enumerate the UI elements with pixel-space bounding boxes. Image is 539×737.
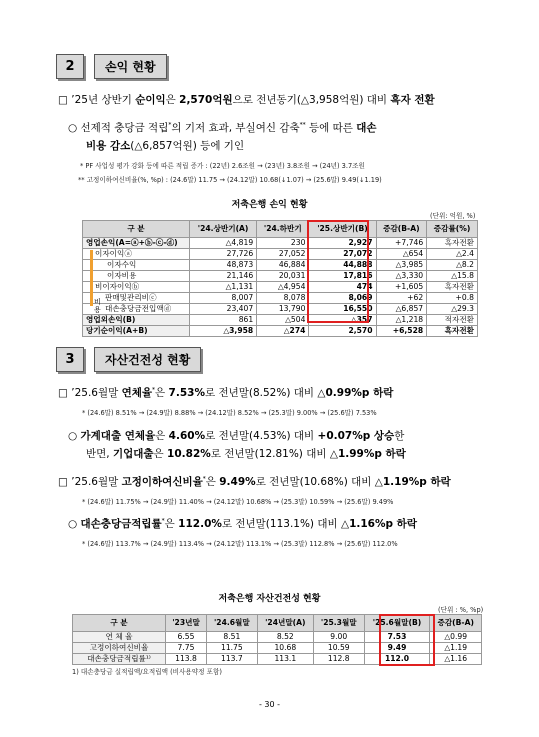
sec3-bullet-2-line1: ○ 가계대출 연체율은 4.60%로 전년말(4.53%) 대비 +0.07%p 상승한 <box>68 430 405 442</box>
table-row: 당기순이익(A+B) △3,958 △274 2,570 +6,528 흑자전환 <box>83 326 478 337</box>
sec3-note-1: * (24.6말) 8.51% → (24.9말) 8.88% → (24.12말) 8.52% → (25.3말) 9.00% → (25.6말) 7.53% <box>82 409 377 417</box>
table2-unit: (단위 : %, %p) <box>438 606 484 614</box>
table1-title: 저축은행 손익 현황 <box>231 200 308 210</box>
table-row: 이자비용 21,146 20,031 17,816 △3,330 △15.8 <box>83 271 478 282</box>
sec2-note-1: * PF 사업성 평가 강화 등에 따른 적립 증가 : (22년) 2.6조원 → (23년) 3.8조원 → (24년) 3.7조원 <box>80 162 365 170</box>
sec3-note-3: * (24.6말) 113.7% → (24.9말) 113.4% → (24.12말) 113.1% → (25.3말) 112.8% → (25.6말) 112.0% <box>82 540 398 548</box>
table-row: 영업손익(A=ⓐ+ⓑ-ⓒ-ⓓ) △4,819 230 2,927 +7,746 흑자전환 <box>83 238 478 249</box>
table2-title: 저축은행 자산건전성 현황 <box>218 594 321 604</box>
sec3-bullet-4: ○ 대손충당금적립률*은 112.0%로 전년말(113.1%) 대비 △1.16%p 하락 <box>68 517 417 530</box>
table-row: 판매및관리비ⓒ 8,007 8,078 8,069 +62 +0.8 <box>83 293 478 304</box>
table-row: 비이자이익ⓑ △1,131 △4,954 474 +1,605 흑자전환 <box>83 282 478 293</box>
sec3-bullet-2-line2: 반면, 기업대출은 10.82%로 전년말(12.81%) 대비 △1.99%p 하락 <box>86 448 406 460</box>
table-header-row: 구 분 '24.상반기(A) '24.하반기 '25.상반기(B) 증감(B-A) 증감률(%) <box>83 221 478 238</box>
table-row: 영업외손익(B) 861 △504 △357 △1,218 적자전환 <box>83 315 478 326</box>
section-number: 2 <box>56 54 84 79</box>
table-row: 연 체 율 6.55 8.51 8.52 9.00 7.53 △0.99 <box>73 632 482 643</box>
table2-footnote: 1) 대손충당금 실적립액/요적립액 (비사용약정 포함) <box>72 668 222 676</box>
sec3-bullet-3: □ ’25.6월말 고정이하여신비율*은 9.49%로 전년말(10.68%) 대비 △1.19%p 하락 <box>58 475 451 488</box>
section-2-header <box>56 54 167 79</box>
table-row: 이자수익 48,873 46,884 44,888 △3,985 △8.2 <box>83 260 478 271</box>
profit-bracket <box>90 250 93 306</box>
sec2-bullet-2-line1: ○ 선제적 충당금 적립*의 기저 효과, 부실여신 감축** 등에 따른 대손 <box>68 121 377 134</box>
table-row: 고정이하여신비율 7.75 11.75 10.68 10.59 9.49 △1.19 <box>73 643 482 654</box>
table-row: 이자이익ⓐ 27,726 27,052 27,072 △654 △2.4 <box>83 249 478 260</box>
section-number: 3 <box>56 347 84 372</box>
section-3-header <box>56 347 201 372</box>
table-header-row: 구 분 '23년말 '24.6월말 '24년말(A) '25.3월말 '25.6월말(B) 증감(B-A) <box>73 615 482 632</box>
cost-label: 비 용 <box>94 298 101 314</box>
asset-quality-table <box>72 614 482 665</box>
table1-unit: (단위: 억원, %) <box>430 212 476 220</box>
section-title: 손익 현황 <box>94 54 167 79</box>
sec2-bullet-1: □ ’25년 상반기 순이익은 2,570억원으로 전년동기(△3,958억원) 대비 흑자 전환 <box>58 94 435 106</box>
page-number: - 30 - <box>258 700 281 709</box>
sec3-note-2: * (24.6말) 11.75% → (24.9말) 11.40% → (24.12말) 10.68% → (25.3말) 10.59% → (25.6말) 9.49% <box>82 498 394 506</box>
profit-loss-table <box>82 220 478 337</box>
sec2-bullet-2-line2: 비용 감소(△6,857억원) 등에 기인 <box>86 140 245 152</box>
sec3-bullet-1: □ ’25.6월말 연체율*은 7.53%로 전년말(8.52%) 대비 △0.99%p 하락 <box>58 386 394 399</box>
table-row: 대손충당금적립률¹⁾ 113.8 113.7 113.1 112.8 112.0 △1.16 <box>73 654 482 665</box>
table-row: 대손충당금전입액ⓓ 23,407 13,790 16,550 △6,857 △29.3 <box>83 304 478 315</box>
section-title: 자산건전성 현황 <box>94 347 201 372</box>
sec2-note-2: ** 고정이하여신비율(%, %p) : (24.6말) 11.75 → (24.12말) 10.68(↓1.07) → (25.6말) 9.49(↓1.19) <box>78 176 382 184</box>
